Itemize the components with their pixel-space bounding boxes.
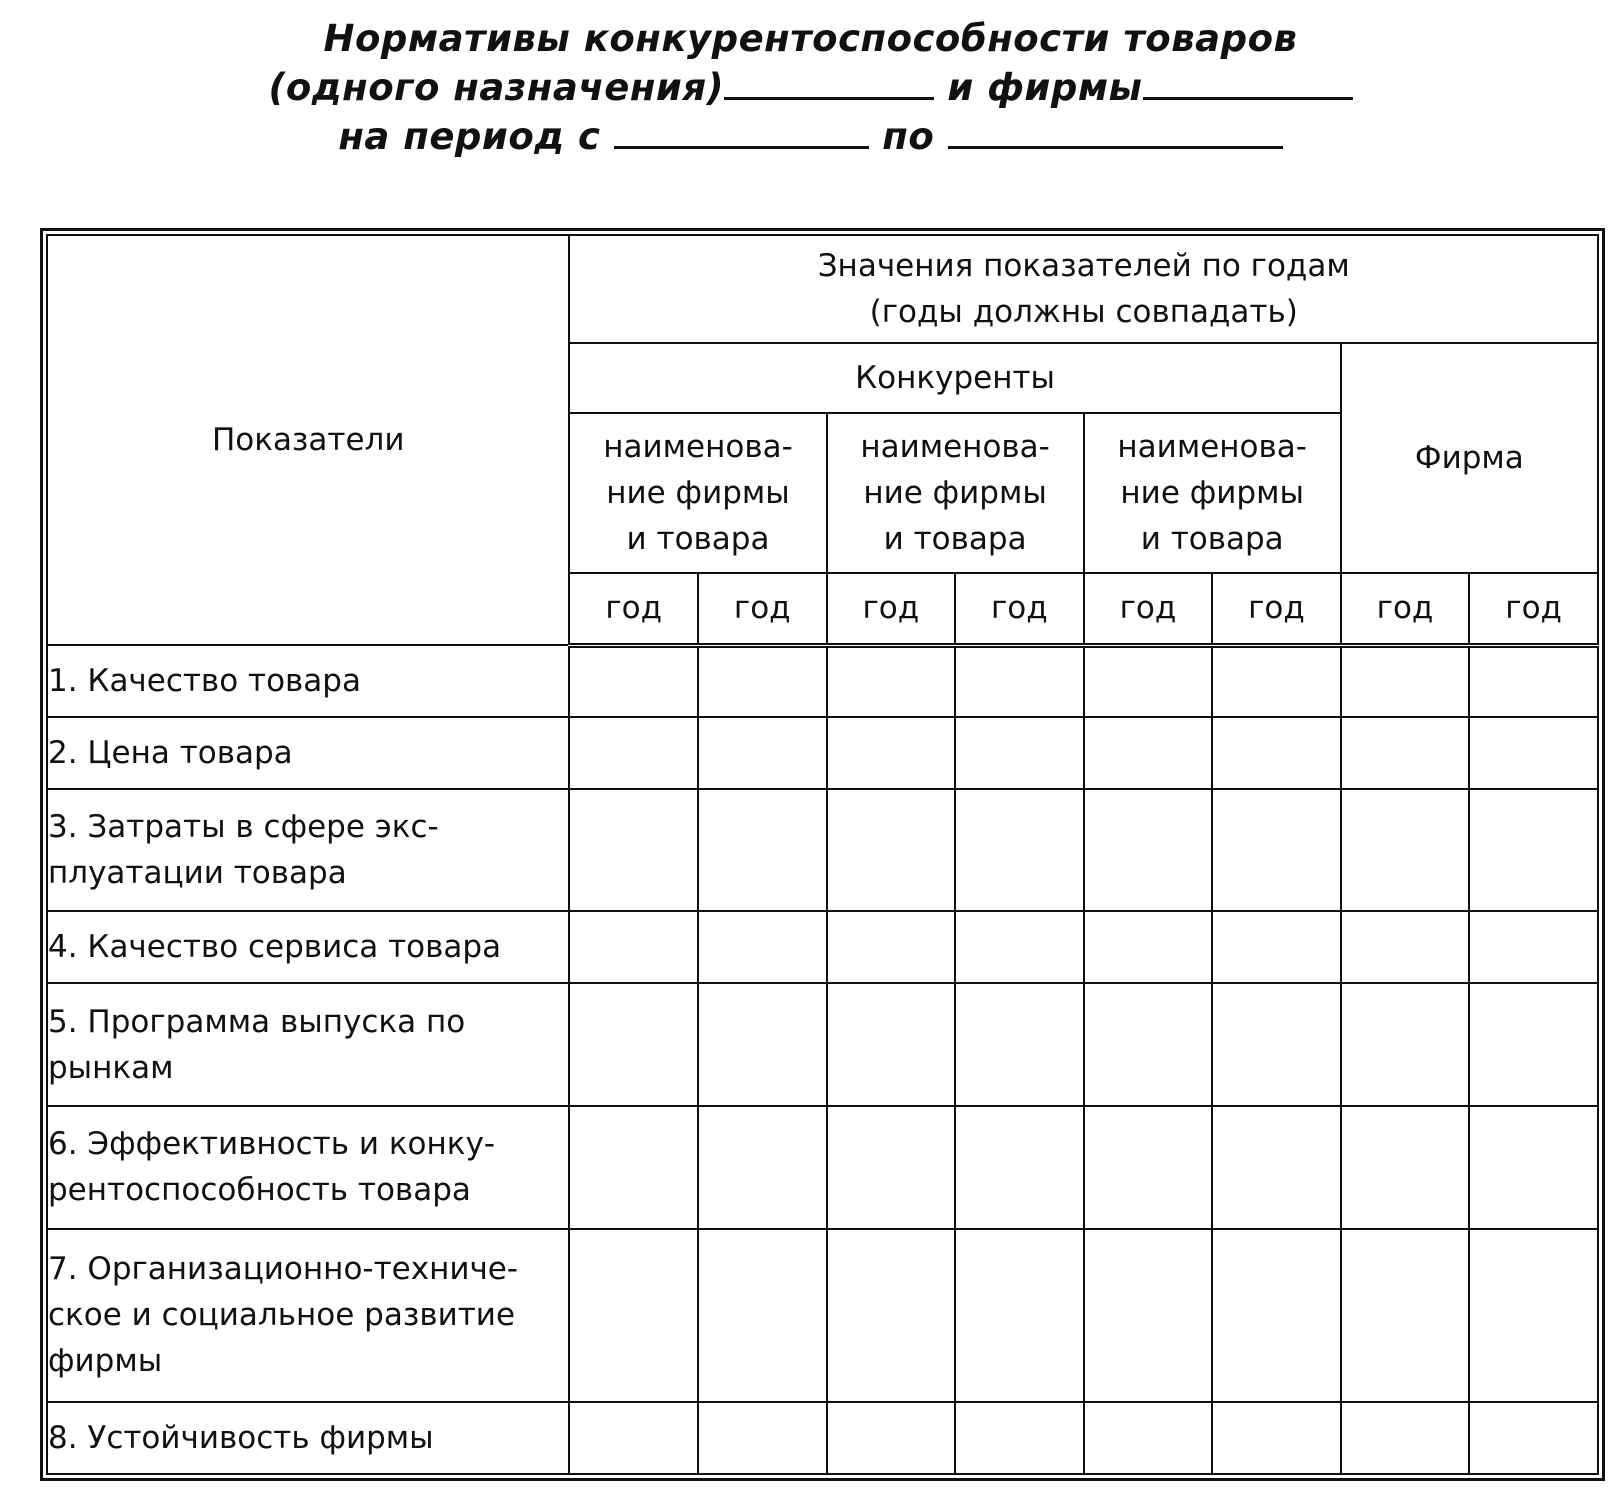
value-cell[interactable] bbox=[1084, 717, 1213, 789]
firm-header: Фирма bbox=[1341, 343, 1598, 573]
value-cell[interactable] bbox=[1469, 1402, 1598, 1474]
value-cell[interactable] bbox=[569, 1229, 698, 1402]
value-cell[interactable] bbox=[698, 911, 827, 983]
value-cell[interactable] bbox=[1341, 645, 1470, 717]
value-cell[interactable] bbox=[569, 1402, 698, 1474]
value-cell[interactable] bbox=[569, 717, 698, 789]
value-cell[interactable] bbox=[1341, 911, 1470, 983]
value-cell[interactable] bbox=[698, 1106, 827, 1229]
value-cell[interactable] bbox=[827, 789, 956, 912]
value-cell[interactable] bbox=[1469, 789, 1598, 912]
value-cell[interactable] bbox=[1469, 911, 1598, 983]
table-row bbox=[47, 1402, 1598, 1474]
value-cell[interactable] bbox=[569, 911, 698, 983]
value-cell[interactable] bbox=[1084, 1229, 1213, 1402]
title-line-3: на период с по bbox=[0, 112, 1621, 161]
competitor-1-name-header: наименова- ние фирмы и товара bbox=[569, 413, 826, 573]
table-row bbox=[47, 983, 1598, 1106]
value-cell[interactable] bbox=[1469, 645, 1598, 717]
value-cell[interactable] bbox=[827, 983, 956, 1106]
table-row bbox=[47, 1229, 1598, 1402]
competitor-3-name-header: наименова- ние фирмы и товара bbox=[1084, 413, 1341, 573]
value-cell[interactable] bbox=[569, 1106, 698, 1229]
year-header-firm-a: год bbox=[1341, 573, 1470, 645]
indicator-label: 2. Цена товара bbox=[47, 717, 569, 789]
values-header-line2: (годы должны совпадать) bbox=[869, 294, 1298, 330]
value-cell[interactable] bbox=[698, 717, 827, 789]
value-cell[interactable] bbox=[698, 983, 827, 1106]
value-cell[interactable] bbox=[1469, 1229, 1598, 1402]
value-cell[interactable] bbox=[698, 1229, 827, 1402]
value-cell[interactable] bbox=[1212, 1402, 1341, 1474]
year-header-competitor-3-a: год bbox=[1084, 573, 1213, 645]
indicators-body bbox=[47, 645, 1598, 1474]
value-cell[interactable] bbox=[955, 983, 1084, 1106]
table-row bbox=[47, 911, 1598, 983]
value-cell[interactable] bbox=[569, 983, 698, 1106]
form-title bbox=[0, 14, 1621, 161]
table-row bbox=[47, 645, 1598, 717]
year-header-competitor-1-a: год bbox=[569, 573, 698, 645]
value-cell[interactable] bbox=[1341, 1229, 1470, 1402]
value-cell[interactable] bbox=[827, 1402, 956, 1474]
value-cell[interactable] bbox=[1469, 983, 1598, 1106]
product-blank-line[interactable] bbox=[724, 67, 934, 100]
value-cell[interactable] bbox=[698, 645, 827, 717]
indicator-label: 5. Программа выпуска по рынкам bbox=[47, 983, 569, 1106]
table-row bbox=[47, 1106, 1598, 1229]
value-cell[interactable] bbox=[827, 1106, 956, 1229]
norms-table-frame bbox=[40, 228, 1605, 1481]
table-row bbox=[47, 717, 1598, 789]
value-cell[interactable] bbox=[1212, 1229, 1341, 1402]
value-cell[interactable] bbox=[1469, 1106, 1598, 1229]
competitors-header: Конкуренты bbox=[569, 343, 1340, 413]
indicator-label: 8. Устойчивость фирмы bbox=[47, 1402, 569, 1474]
title-line-2: (одного назначения) и фирмы bbox=[0, 63, 1621, 112]
value-cell[interactable] bbox=[1084, 911, 1213, 983]
value-cell[interactable] bbox=[569, 645, 698, 717]
value-cell[interactable] bbox=[1341, 983, 1470, 1106]
value-cell[interactable] bbox=[955, 645, 1084, 717]
value-cell[interactable] bbox=[1084, 983, 1213, 1106]
value-cell[interactable] bbox=[569, 789, 698, 912]
value-cell[interactable] bbox=[1469, 717, 1598, 789]
value-cell[interactable] bbox=[1212, 645, 1341, 717]
period-end-blank-line[interactable] bbox=[948, 116, 1283, 149]
indicator-label: 6. Эффективность и конку- рентоспособность товара bbox=[47, 1106, 569, 1229]
year-header-competitor-1-b: год bbox=[698, 573, 827, 645]
value-cell[interactable] bbox=[1084, 1106, 1213, 1229]
value-cell[interactable] bbox=[827, 645, 956, 717]
indicator-label: 4. Качество сервиса товара bbox=[47, 911, 569, 983]
period-start-blank-line[interactable] bbox=[614, 116, 869, 149]
indicator-label: 7. Организационно-техниче- ское и социальное развитие фирмы bbox=[47, 1229, 569, 1402]
value-cell[interactable] bbox=[1212, 983, 1341, 1106]
firm-blank-line[interactable] bbox=[1143, 67, 1353, 100]
year-header-competitor-2-a: год bbox=[827, 573, 956, 645]
value-cell[interactable] bbox=[1341, 1402, 1470, 1474]
indicator-label: 1. Качество товара bbox=[47, 645, 569, 717]
value-cell[interactable] bbox=[1212, 1106, 1341, 1229]
indicators-header: Показатели bbox=[47, 235, 569, 645]
value-cell[interactable] bbox=[1341, 717, 1470, 789]
value-cell[interactable] bbox=[955, 717, 1084, 789]
title-line-1: Нормативы конкурентоспособности товаров bbox=[323, 17, 1298, 60]
value-cell[interactable] bbox=[827, 1229, 956, 1402]
value-cell[interactable] bbox=[955, 1229, 1084, 1402]
value-cell[interactable] bbox=[1084, 645, 1213, 717]
values-header-line1: Значения показателей по годам bbox=[817, 248, 1350, 284]
value-cell[interactable] bbox=[955, 911, 1084, 983]
year-header-competitor-3-b: год bbox=[1212, 573, 1341, 645]
value-cell[interactable] bbox=[698, 1402, 827, 1474]
value-cell[interactable] bbox=[955, 1402, 1084, 1474]
value-cell[interactable] bbox=[955, 789, 1084, 912]
norms-table bbox=[46, 234, 1599, 1475]
value-cell[interactable] bbox=[698, 789, 827, 912]
header-row-values bbox=[47, 235, 1598, 343]
value-cell[interactable] bbox=[1084, 1402, 1213, 1474]
value-cell[interactable] bbox=[1084, 789, 1213, 912]
values-header bbox=[569, 235, 1598, 343]
year-header-competitor-2-b: год bbox=[955, 573, 1084, 645]
value-cell[interactable] bbox=[1212, 789, 1341, 912]
table-row bbox=[47, 789, 1598, 912]
value-cell[interactable] bbox=[827, 911, 956, 983]
value-cell[interactable] bbox=[955, 1106, 1084, 1229]
indicator-label: 3. Затраты в сфере экс- плуатации товара bbox=[47, 789, 569, 912]
value-cell[interactable] bbox=[1341, 1106, 1470, 1229]
year-header-firm-b: год bbox=[1469, 573, 1598, 645]
value-cell[interactable] bbox=[1212, 911, 1341, 983]
competitor-2-name-header: наименова- ние фирмы и товара bbox=[827, 413, 1084, 573]
value-cell[interactable] bbox=[1212, 717, 1341, 789]
value-cell[interactable] bbox=[1341, 789, 1470, 912]
value-cell[interactable] bbox=[827, 717, 956, 789]
